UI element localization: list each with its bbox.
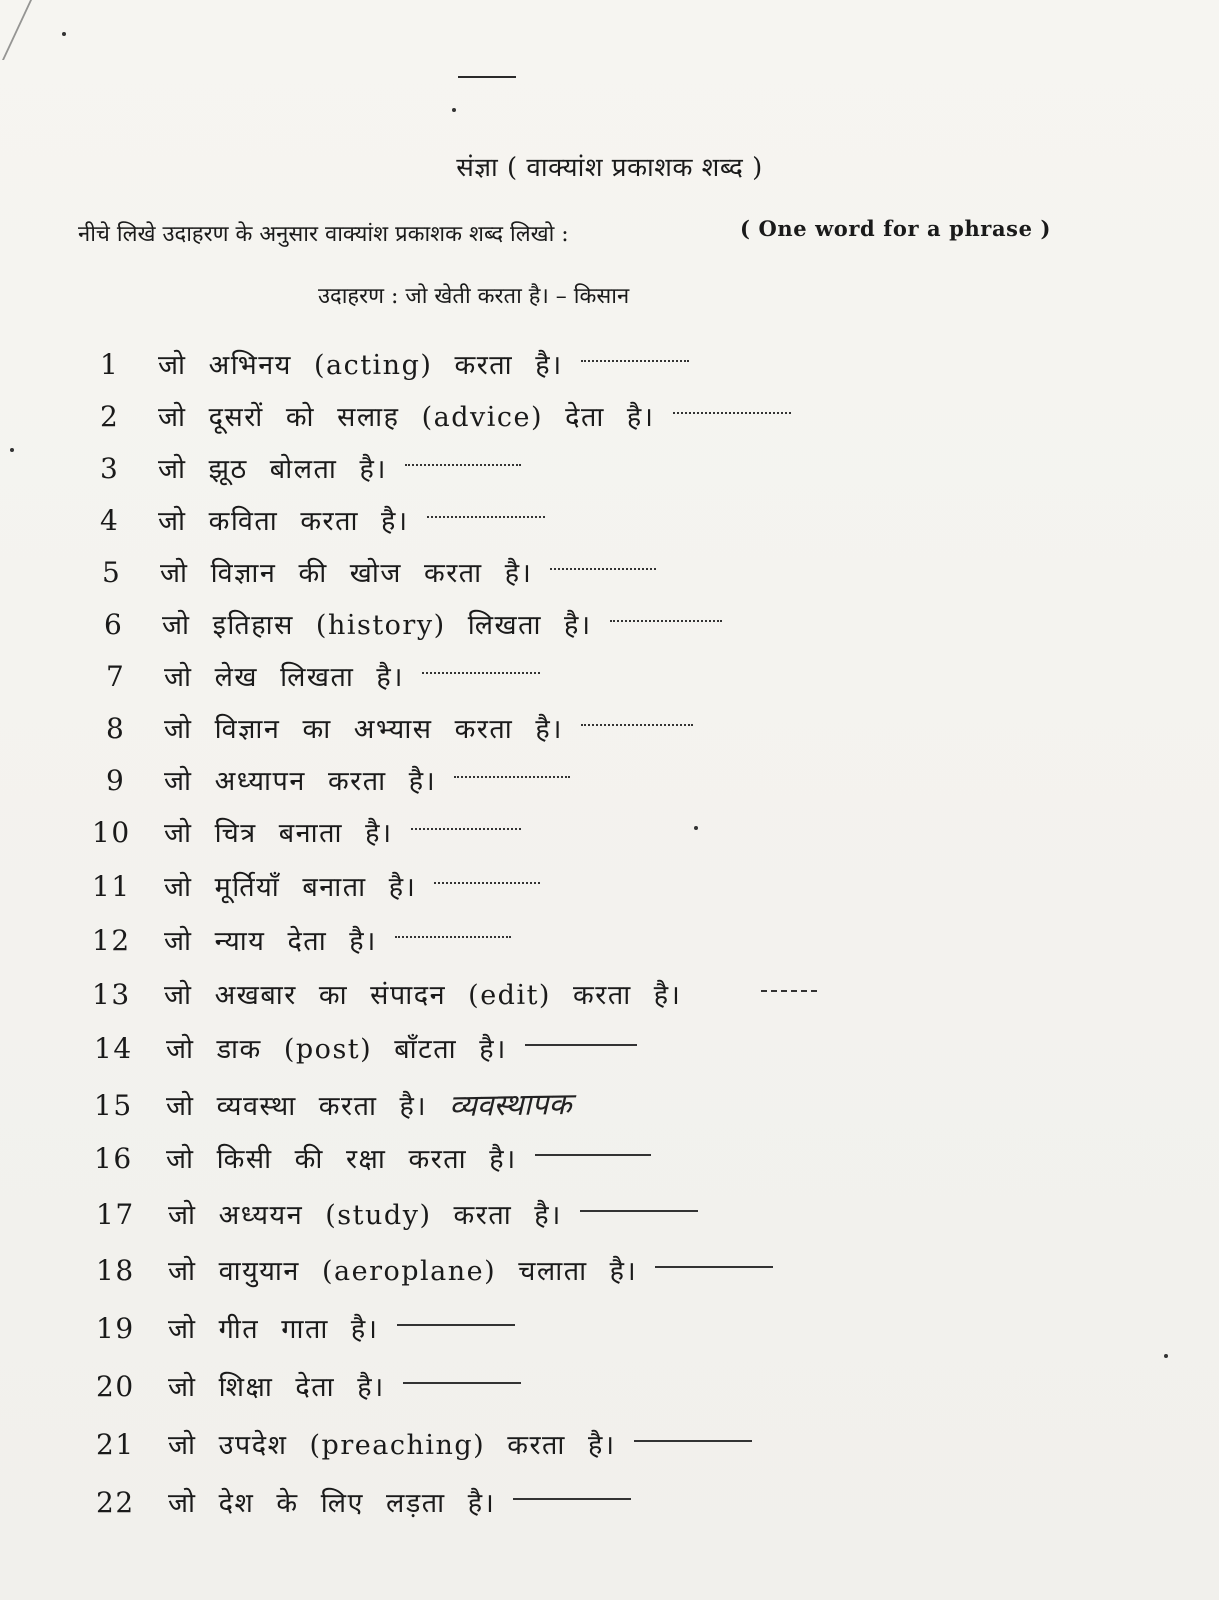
question-row bbox=[92, 975, 817, 1012]
question-number: 7 bbox=[106, 660, 126, 693]
question-number: 19 bbox=[96, 1312, 135, 1345]
answer-blank[interactable] bbox=[550, 567, 656, 570]
question-row bbox=[96, 1483, 631, 1520]
question-row bbox=[96, 1251, 773, 1288]
question-text: जो लेख लिखता है। bbox=[164, 662, 405, 693]
top-dash bbox=[458, 76, 516, 78]
question-row bbox=[96, 1309, 515, 1346]
question-row bbox=[96, 1195, 698, 1232]
answer-blank[interactable] bbox=[395, 935, 511, 938]
question-text: जो शिक्षा देता है। bbox=[168, 1372, 385, 1403]
answer-blank[interactable] bbox=[581, 359, 689, 362]
answer-blank[interactable] bbox=[427, 515, 545, 518]
answer-blank[interactable] bbox=[673, 411, 791, 414]
scan-speck bbox=[452, 108, 456, 112]
question-number: 12 bbox=[92, 924, 131, 957]
question-row bbox=[94, 1083, 572, 1124]
answer-blank[interactable] bbox=[513, 1497, 631, 1500]
question-text: जो अखबार का संपादन (edit) करता है। bbox=[164, 980, 682, 1011]
question-text: जो मूर्तियाँ बनाता है। bbox=[164, 872, 417, 903]
question-row bbox=[96, 1367, 521, 1404]
question-number: 17 bbox=[96, 1198, 135, 1231]
question-number: 21 bbox=[96, 1428, 135, 1461]
scan-speck bbox=[1164, 1354, 1168, 1358]
answer-blank[interactable] bbox=[761, 989, 817, 992]
question-number: 2 bbox=[100, 400, 120, 433]
handwritten-answer[interactable]: व्यवस्थापक bbox=[448, 1086, 572, 1125]
question-row bbox=[106, 657, 540, 694]
question-number: 13 bbox=[92, 978, 131, 1011]
question-number: 20 bbox=[96, 1370, 135, 1403]
answer-blank[interactable] bbox=[411, 827, 521, 830]
answer-blank[interactable] bbox=[434, 881, 540, 884]
question-number: 22 bbox=[96, 1486, 135, 1519]
question-text: जो डाक (post) बाँटता है। bbox=[166, 1034, 507, 1065]
scan-speck bbox=[10, 448, 14, 452]
question-text: जो अध्ययन (study) करता है। bbox=[168, 1200, 562, 1231]
question-number: 8 bbox=[106, 712, 126, 745]
question-text: जो किसी की रक्षा करता है। bbox=[166, 1144, 517, 1175]
question-row bbox=[94, 1029, 637, 1066]
answer-blank[interactable] bbox=[655, 1265, 773, 1268]
question-row bbox=[100, 397, 791, 434]
instruction-hindi: नीचे लिखे उदाहरण के अनुसार वाक्यांश प्रकाशक शब्द लिखो : bbox=[78, 222, 569, 247]
question-text: जो उपदेश (preaching) करता है। bbox=[168, 1430, 616, 1461]
question-number: 4 bbox=[100, 504, 120, 537]
question-row bbox=[92, 921, 511, 958]
answer-blank[interactable] bbox=[422, 671, 540, 674]
scan-speck bbox=[62, 32, 66, 36]
question-text: जो अभिनय (acting) करता है। bbox=[158, 350, 563, 381]
answer-blank[interactable] bbox=[634, 1439, 752, 1442]
question-number: 5 bbox=[102, 556, 122, 589]
question-text: जो विज्ञान का अभ्यास करता है। bbox=[164, 714, 563, 745]
question-number: 11 bbox=[92, 870, 131, 903]
worksheet-title: संज्ञा ( वाक्यांश प्रकाशक शब्द ) bbox=[456, 153, 763, 183]
question-text: जो गीत गाता है। bbox=[168, 1314, 379, 1345]
question-number: 15 bbox=[94, 1089, 133, 1122]
question-row bbox=[92, 867, 540, 904]
answer-blank[interactable] bbox=[454, 775, 570, 778]
question-row bbox=[106, 761, 570, 798]
example-line: उदाहरण : जो खेती करता है। – किसान bbox=[318, 284, 630, 309]
scan-speck bbox=[694, 826, 698, 830]
question-number: 16 bbox=[94, 1142, 133, 1175]
question-number: 1 bbox=[100, 348, 120, 381]
question-text: जो इतिहास (history) लिखता है। bbox=[162, 610, 592, 641]
question-text: जो देश के लिए लड़ता है। bbox=[168, 1488, 496, 1519]
answer-blank[interactable] bbox=[405, 463, 521, 466]
question-row bbox=[94, 1139, 651, 1176]
question-row bbox=[92, 813, 521, 850]
question-row bbox=[100, 345, 689, 382]
question-text: जो झूठ बोलता है। bbox=[158, 454, 388, 485]
question-number: 9 bbox=[106, 764, 126, 797]
answer-blank[interactable] bbox=[580, 1209, 698, 1212]
question-number: 18 bbox=[96, 1254, 135, 1287]
question-row bbox=[106, 709, 693, 746]
answer-blank[interactable] bbox=[397, 1323, 515, 1326]
question-text: जो दूसरों को सलाह (advice) देता है। bbox=[158, 402, 655, 433]
question-text: जो कविता करता है। bbox=[158, 506, 409, 537]
question-row bbox=[100, 501, 545, 538]
question-text: जो अध्यापन करता है। bbox=[164, 766, 437, 797]
question-number: 3 bbox=[100, 452, 120, 485]
answer-blank[interactable] bbox=[525, 1043, 637, 1046]
question-text: जो विज्ञान की खोज करता है। bbox=[160, 558, 533, 589]
question-text: जो चित्र बनाता है। bbox=[164, 818, 393, 849]
question-row bbox=[96, 1425, 752, 1462]
answer-blank[interactable] bbox=[535, 1153, 651, 1156]
question-row bbox=[104, 605, 722, 642]
instruction-english: ( One word for a phrase ) bbox=[740, 216, 1052, 241]
corner-mark bbox=[0, 0, 32, 60]
question-number: 6 bbox=[104, 608, 124, 641]
question-number: 14 bbox=[94, 1032, 133, 1065]
answer-blank[interactable] bbox=[403, 1381, 521, 1384]
question-text: जो वायुयान (aeroplane) चलाता है। bbox=[168, 1256, 638, 1287]
question-row bbox=[102, 553, 656, 590]
answer-blank[interactable] bbox=[610, 619, 722, 622]
question-text: जो व्यवस्था करता है। bbox=[166, 1091, 428, 1122]
question-row bbox=[100, 449, 521, 486]
answer-blank[interactable] bbox=[581, 723, 693, 726]
question-text: जो न्याय देता है। bbox=[164, 926, 377, 957]
question-number: 10 bbox=[92, 816, 131, 849]
